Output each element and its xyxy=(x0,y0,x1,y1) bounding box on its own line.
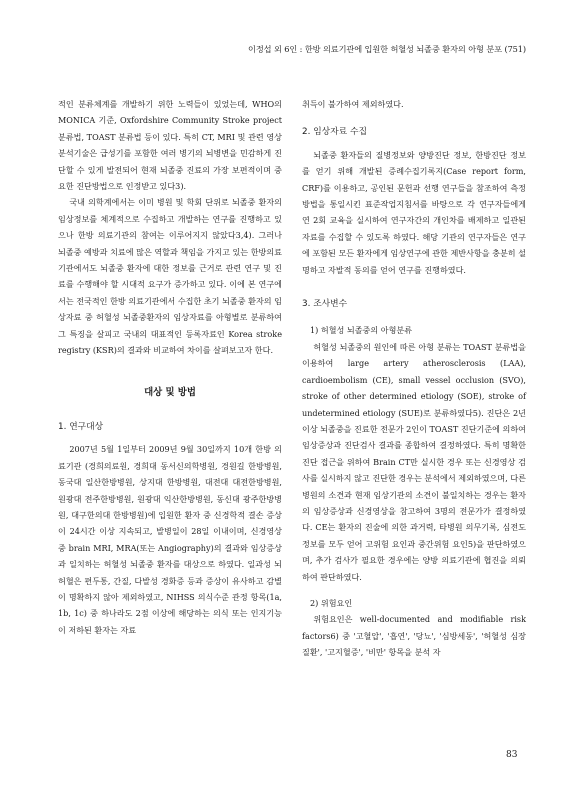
left-column xyxy=(58,96,282,638)
paragraph-data-collection: 뇌졸중 환자들의 질병정보와 양방진단 정보, 한방진단 정보를 얻기 위해 개발된 증례수집기록지(Case report form, CRF)를 이용하고, 공인된 문헌과 선행 연구들을 참조하여 측정방법을 통일시킨 표준작업지침서를 바탕으로 각 연구자들에게 연 2회 교육을 실시하여 연구자간의 개인차를 배제하고 일관된 자료를 수집할 수 있도록 하였다. 해당 기관의 연구자들은 연구에 포함된 모든 환자에게 임상연구에 관한 제반사항을 충분히 설명하고 자발적 동의를 얻어 연구를 진행하였다. xyxy=(302,149,526,275)
subsubsection-title-risk-factors: 2) 위험요인 xyxy=(310,597,353,608)
running-header: 이정섭 외 6인 : 한방 의료기관에 입원한 허혈성 뇌졸중 환자의 아형 분포 (751) xyxy=(248,44,526,54)
section-title-methods: 대상 및 방법 xyxy=(144,386,196,398)
paragraph-subjects: 2007년 5월 1일부터 2009년 9월 30일까지 10개 한방 의료기관 (경희의료원, 경희대 동서신의학병원, 경원길 한방병원, 동국대 일산한방병원, 상지대 한방병원, 대전대 대전한방병원, 원광대 전주한방병원, 원광대 익산한방병원, 동신대 광주한방병원, 대구한의대 한방병원)에 입원한 환자 중 신경학적 결손 증상이 24시간 이상 지속되고, 발병일이 28일 이내이며, 신경영상 중 brain MRI, MRA(또는 Angiography)의 결과와 임상증상과 일치하는 허혈성 뇌졸중 환자를 대상으로 하였다. 일과성 뇌허혈은 편두통, 간질, 다발성 경화증 등과 증상이 유사하고 감별이 명확하지 않아 제외하였고, NIHSS 의식수준 관정 항목(1a, 1b, 1c) 중 하나라도 2점 이상에 해당하는 의식 또는 인지기능이 저하된 환자는 자료 xyxy=(58,444,282,635)
paragraph-intro-cont: 적인 분류체계를 개발하기 위한 노력들이 있었는데, WHO의 MONICA 기준, Oxfordshire Community Stroke project 분류법, TOAST 분류법 등이 있다. 특히 CT, MRI 및 관련 영상분석기술은 급성기를 포함한 여러 병기의 뇌병변을 민감하게 진단할 수 있게 발전되어 현재 뇌졸중 진료의 가장 보편적이며 중요한 진단방법으로 인정받고 있다3). xyxy=(58,99,282,192)
subsection-title-data-collection: 2. 임상자료 수집 xyxy=(302,127,367,138)
subsection-title-subjects: 1. 연구대상 xyxy=(58,421,104,432)
subsection-title-variables: 3. 조사변수 xyxy=(302,299,348,310)
paragraph-subjects-cont: 취득이 불가하여 제외하였다. xyxy=(302,99,404,109)
paragraph-risk-factors: 위험요인은 well-documented and modifiable risk factors6) 중 '고혈압', '흡연', '당뇨', '심방세동', '허혈성 심장질환', '고지혈증', '비만' 항목을 분석 자 xyxy=(302,614,526,658)
subsubsection-title-subtypes: 1) 허혈성 뇌졸중의 아형분류 xyxy=(310,325,413,336)
paragraph-subtypes: 허혈성 뇌졸중의 원인에 따른 아형 분류는 TOAST 분류법을 이용하여 large artery atherosclerosis (LAA), cardioembolism (CE), small vessel occlusion (SVO), stroke of other determined etiology (SOE), stroke of undetermined etiology (SUE)로 분류하였다5). 진단은 2년 이상 뇌졸중을 진료한 전문가 2인이 TOAST 진단기준에 의하여 임상증상과 진단검사 결과를 종합하여 결정하였다. 특히 명확한 진단 접근을 위하여 Brain CT만 실시한 경우 또는 신경영상 검사를 실시하지 않고 진단한 경우는 분석에서 제외하였으며, 다른 병원의 소견과 현재 임상기관의 소견이 불일치하는 경우는 환자의 임상증상과 신경영상을 참고하여 3명의 전문가가 결정하였다. CE는 환자의 진술에 의한 과거력, 타병원 의무기록, 심전도 정보를 모두 얻어 고위험 요인과 중간위험 요인5)을 판단하였으며, 추가 검사가 필요한 경우에는 양방 의료기관에 협진을 의뢰하여 판단하였다. xyxy=(302,341,526,582)
page-number: 83 xyxy=(506,750,518,760)
right-column xyxy=(302,96,526,661)
paragraph-intro-2: 국내 의학계에서는 이미 병원 및 학회 단위로 뇌졸중 환자의 임상정보를 체계적으로 수집하고 개발하는 연구를 진행하고 있으나 한방 의료기관의 참여는 이루어지지 않았다3,4). 그러나 뇌졸중 예방과 치료에 많은 역할과 책임을 가지고 있는 한방의료기관에서도 뇌졸중 환자에 대한 정보를 근거로 관련 연구 및 진료를 수행해야 할 시대적 요구가 증가하고 있다. 이에 본 연구에서는 전국적인 한방 의료기관에서 수집한 초기 뇌졸중 환자의 임상자료 중 허혈성 뇌졸중환자의 임상자료를 아형별로 분류하여 그 특징을 살피고 국내의 대표적인 등록자료인 Korea stroke registry (KSR)의 결과와 비교하여 차이를 살펴보고자 한다. xyxy=(58,197,282,356)
